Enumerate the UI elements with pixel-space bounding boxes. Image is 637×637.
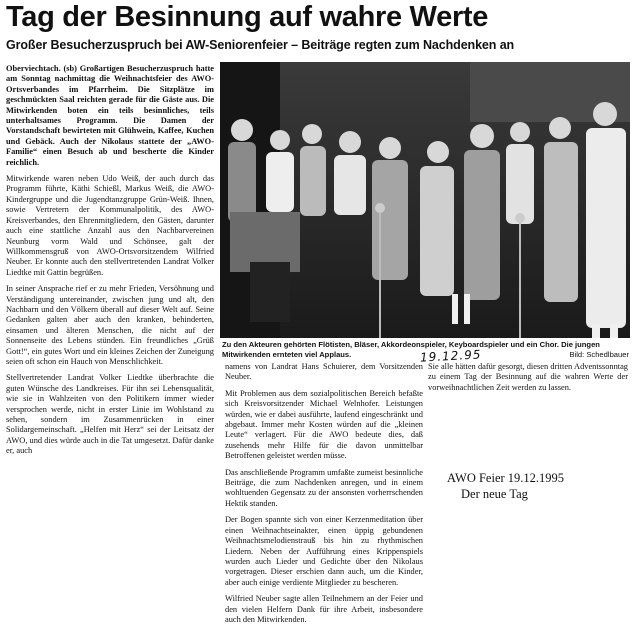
typed-note: [447, 470, 617, 502]
paragraph: Das anschließende Programm umfaßte zumeist besinnliche Beiträge, die zum Nachdenken anregen, und in einem wohltuenden Gegensatz zu der ansonsten vorherrschenden Hektik standen.: [225, 467, 423, 508]
note-line-1: AWO Feier 19.12.1995: [447, 471, 565, 485]
paragraph: Mitwirkende waren neben Udo Weiß, der auch durch das Programm führte, Käthi Schießl, Markus Weiß, die AWO-Kindergruppe und die Jugendtanzgruppe Grün-Weiß. Ihnen, sowie Vertretern der Kommunalpolitik, des AWO-Kreisverbandes, den Ehrenmitgliedern, den Gästen, darunter auch eine stattliche Anzahl aus den Nachbarvereinen Neunburg vorm Wald und Schönsee, galt der Willkommensgruß von AWO-Ortsvorsitzendem Wilfried Neuber. Er konnte auch den stellvertretenden Landrat Volker Liedtke mit Gattin begrüßen.: [6, 174, 214, 277]
choir-photo-graphic: [220, 62, 630, 338]
handwritten-date: 19.12.95: [419, 347, 482, 365]
photo-credit: Bild: Schedlbauer: [569, 350, 629, 359]
article-subheadline: Großer Besucherzuspruch bei AW-Seniorenfeier – Beiträge regten zum Nachdenken an: [6, 38, 515, 52]
choir-photo: [220, 62, 630, 338]
left-column: [6, 64, 214, 463]
paragraph: Oberviechtach. (sb) Großartigen Besucherzuspruch hatte am Sonntag nachmittag die Weihnachtsfeier des AWO-Ortsverbandes im Pfarrheim. Die Sitzplätze im geschmückten Saal reichten gerade für die Gäste aus. Die Mitwirkenden boten ein teils besinnliches, teils unterhaltsames Programm. Die Damen der Vorstandschaft bewirteten mit Glühwein, Kaffee, Kuchen und Gebäck. Auch der Nikolaus stattete der „AWO-Familie“ einen Besuch ab und bescherte die Kinder reichlich.: [6, 64, 214, 167]
note-line-2: Der neue Tag: [461, 487, 528, 501]
article-headline: Tag der Besinnung auf wahre Werte: [6, 1, 489, 33]
paragraph: Mit Problemen aus dem sozialpolitischen Bereich befaßte sich Kreisvorsitzender Michael Welnhofer. Leistungen würden, wie er dabei ausführte, laufend eingeschränkt und abgebaut. Immer mehr Kosten würden auf die „kleinen Leute“ verlagert. Für die AWO bedeute dies, daß zusehends mehr Hilfe für die davon unmittelbar Betroffenen geleistet werden müsse.: [225, 388, 423, 461]
paragraph: Stellvertretender Landrat Volker Liedtke überbrachte die guten Wünsche des Landkreises. Für ihn sei Lebensqualität, wie sie in Wahlzeiten von den Politikern immer wieder versprochen werde, nicht in erster Linie im Wohlstand zu sehen, sondern im Zusammenrücken in einer Solidargemeinschaft. „Helfen mit Herz“ sei der Leitsatz der AWO, und dies würde auch in die Tat umgesetzt. Dafür danke er, auch: [6, 373, 214, 456]
paragraph: In seiner Ansprache rief er zu mehr Frieden, Versöhnung und Verständigung untereinander, zwischen jung und alt, den Nachbarn und den Völkern überall auf dieser Welt auf. Seine Gedanken galten aber auch den kranken, behinderten, einsamen und älteren Menschen, die nicht auf der Sonnenseite des Lebens stünden. Ein freundliches „Grüß Gott!“, ein gutes Wort und ein kleines Zeichen der Zuneigung seien oft schon ein Hauch von Menschlichkeit.: [6, 284, 214, 366]
photo-caption: Zu den Akteuren gehörten Flötisten, Bläser, Akkordeonspieler, Keyboardspieler und ein Chor. Die jungen Mitwirkenden ernteten viel Applaus.: [222, 340, 600, 359]
right-column: [428, 362, 628, 399]
paragraph: Sie alle hätten dafür gesorgt, diesen dritten Adventssonntag zu einem Tag der Besinnung auf die wahren Werte der vorweihnachtlichen Zeit werden zu lassen.: [428, 362, 628, 392]
paragraph: Der Bogen spannte sich von einer Kerzenmeditation über einen Weihnachtseinakter, einen üppig gebundenen Weihnachtsmelodienstrauß bis hin zu rhythmischen Liedern. Neben der Aufführung eines Krippenspiels wurden auch Lieder und Gedichte über den Nikolaus vorgetragen. Dieser erschien dann auch, um die Kinder, aber auch einige verdiente Mitglieder zu bescheren.: [225, 515, 423, 587]
paragraph: namens von Landrat Hans Schuierer, dem Vorsitzenden Neuber.: [225, 362, 423, 382]
paragraph: Wilfried Neuber sagte allen Teilnehmern an der Feier und den vielen Helfern Dank für ihre Arbeit, insbesondere auch den Mitwirkenden.: [225, 594, 423, 624]
middle-column: [225, 362, 423, 631]
